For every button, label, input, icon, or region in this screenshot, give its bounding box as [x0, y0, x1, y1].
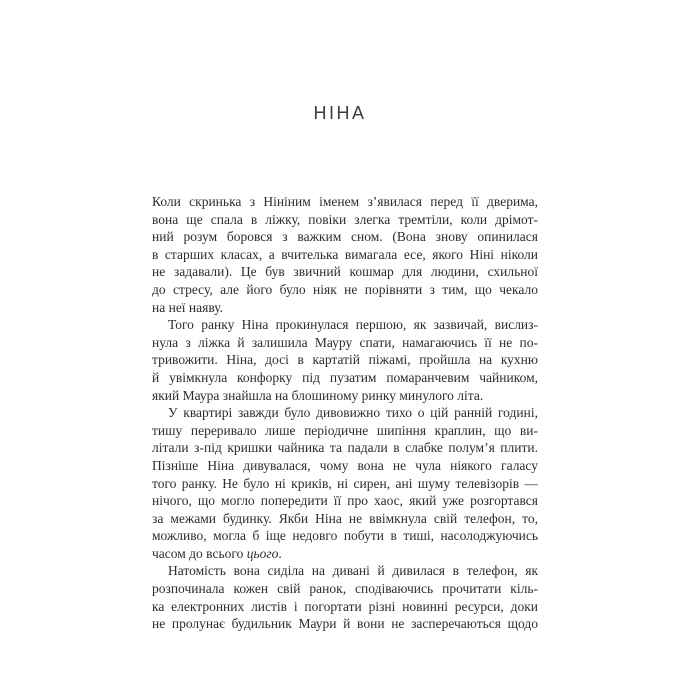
text-line: до стресу, але його було ніяк не порівняти з тим, що чекало	[152, 281, 538, 297]
text-line: тишу переривало лише періодичне шипіння краплин, що ви-	[152, 422, 538, 438]
text-line: не пролунає будильник Маури й вони не засперечаються щодо	[152, 616, 538, 632]
text-line: літали з-під кришки чайника та падали в слабке полум’я плити.	[152, 440, 538, 456]
body-text	[152, 193, 538, 633]
text-line: Пізніше Ніна дивувалася, чому вона не чула ніякого галасу	[152, 457, 538, 473]
text-line: за межами будинку. Якби Ніна не ввімкнула свій телефон, то,	[152, 510, 538, 526]
text-line: розпочинала кожен свій ранок, сподіваючись прочитати кіль-	[152, 581, 538, 597]
chapter-title: НІНА	[313, 103, 367, 123]
text-line: вона ще спала в ліжку, повіки злегка тремтіли, коли дрімот-	[152, 211, 538, 227]
paragraph	[152, 316, 538, 404]
text-line: часом до всього цього.	[152, 545, 282, 561]
text-line: нічого, що могло попередити її про хаос, який уже розгортався	[152, 493, 538, 509]
text-line: тривожити. Ніна, досі в картатій піжамі, пройшла на кухню	[152, 352, 538, 368]
paragraph	[152, 562, 538, 632]
text-line: на неї наяву.	[152, 299, 224, 315]
text-line: й увімкнула конфорку під пузатим помаранчевим чайником,	[152, 369, 538, 385]
text-line: ний розум боровся з важким сном. (Вона знову опинилася	[152, 229, 538, 245]
text-line: можливо, могла б іще недовго побути в тиші, насолоджуючись	[152, 528, 538, 544]
text-line: У квартирі завжди було дивовижно тихо о цій ранній годині,	[168, 405, 538, 421]
text-line: Того ранку Ніна прокинулася першою, як зазвичай, вислиз-	[168, 317, 538, 333]
paragraph	[152, 404, 538, 562]
text-line: нула з ліжка й залишила Мауру спати, намагаючись її не по-	[152, 334, 538, 350]
text-line: того ранку. Не було ні криків, ні сирен, ані шуму телевізорів —	[152, 475, 538, 491]
text-line: ка електронних листів і погортати різні новинні ресурси, доки	[152, 598, 538, 614]
text-line: який Маура знайшла на блошиному ринку минулого літа.	[152, 387, 484, 403]
text-line: Коли скринька з Нініним іменем з’явилася перед її дверима,	[152, 194, 538, 209]
text-line: в старших класах, а вчителька вимагала есе, якого Ніні ніколи	[152, 246, 538, 262]
text-line: Натомість вона сиділа на дивані й дивилася в телефон, як	[168, 563, 538, 579]
text-line: не задавали). Це був звичний кошмар для людини, схильної	[152, 264, 538, 280]
paragraph	[152, 193, 538, 316]
